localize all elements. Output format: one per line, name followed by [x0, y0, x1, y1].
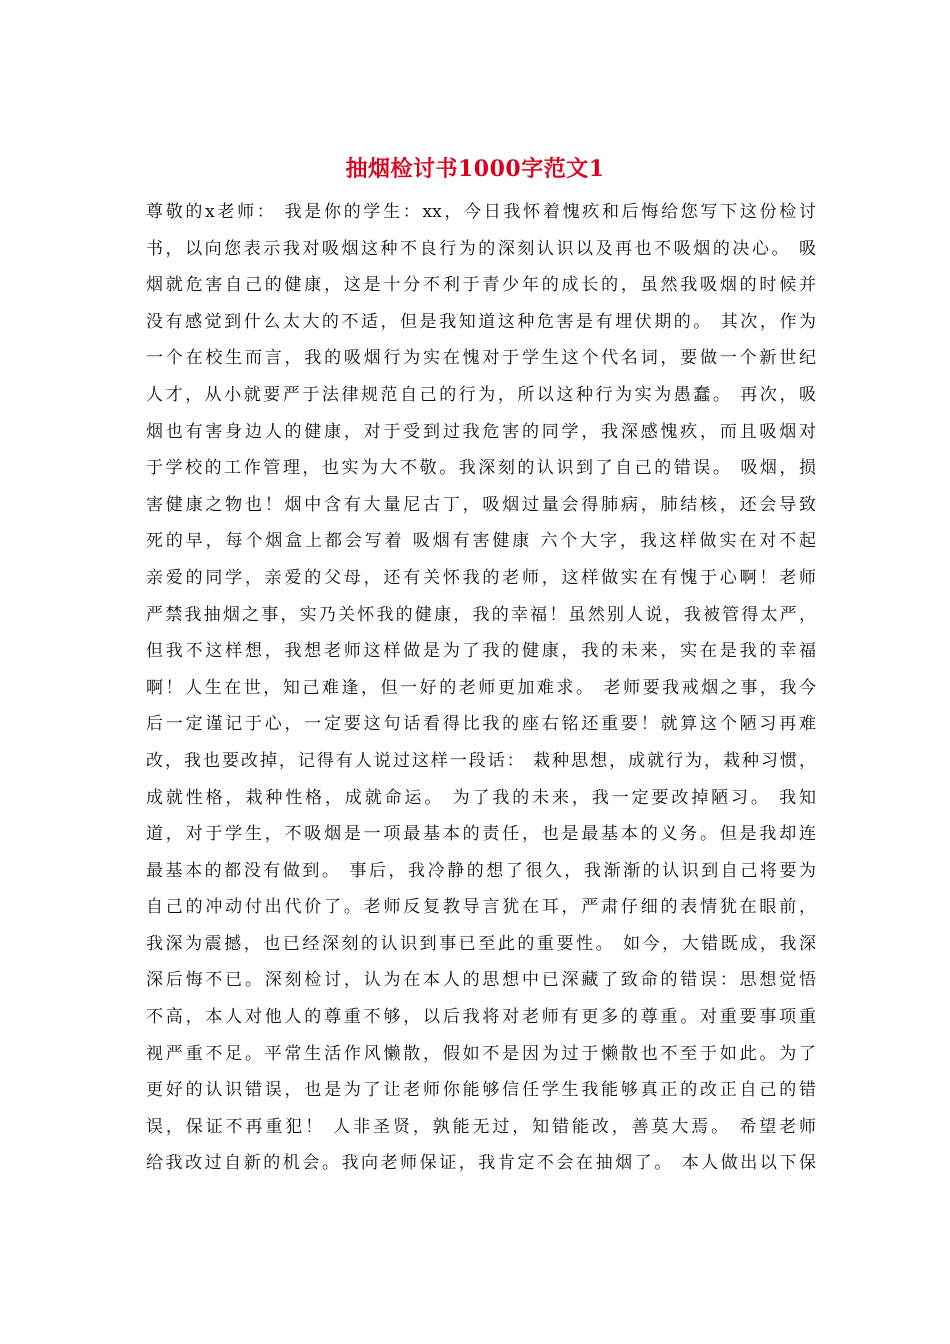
body-line: 烟也有害身边人的健康，对于受到过我危害的同学，我深感愧疚，而且吸烟对: [146, 421, 816, 442]
body-line: 成就性格，栽种性格，成就命运。 为了我的未来，我一定要改掉陋习。 我知: [146, 787, 816, 808]
body-line: 后一定谨记于心，一定要这句话看得比我的座右铭还重要！就算这个陋习再难: [146, 714, 816, 735]
body-line: 我深为震撼，也已经深刻的认识到事已至此的重要性。 如今，大错既成，我深: [146, 933, 816, 954]
body-line: 严禁我抽烟之事，实乃关怀我的健康，我的幸福！虽然别人说，我被管得太严，: [146, 604, 816, 625]
body-line: 亲爱的同学，亲爱的父母，还有关怀我的老师，这样做实在有愧于心啊！老师: [146, 567, 816, 588]
body-line: 害健康之物也！烟中含有大量尼古丁，吸烟过量会得肺病，肺结核，还会导致: [146, 494, 816, 515]
body-line: 没有感觉到什么太大的不适，但是我知道这种危害是有埋伏期的。 其次，作为: [146, 311, 816, 332]
body-line: 死的早，每个烟盒上都会写着 吸烟有害健康 六个大字，我这样做实在对不起: [146, 531, 816, 552]
document-body: [146, 194, 816, 1182]
document-title: 抽烟检讨书1000字范文1: [345, 156, 605, 182]
body-line: 最基本的都没有做到。 事后，我冷静的想了很久，我渐渐的认识到自己将要为: [146, 860, 816, 881]
body-line: 误，保证不再重犯！ 人非圣贤，孰能无过，知错能改，善莫大焉。 希望老师: [146, 1116, 816, 1137]
body-line: 不高，本人对他人的尊重不够，以后我将对老师有更多的尊重。对重要事项重: [146, 1007, 816, 1028]
body-line: 自己的冲动付出代价了。老师反复教导言犹在耳，严肃仔细的表情犹在眼前，: [146, 897, 816, 918]
body-line: 给我改过自新的机会。我向老师保证，我肯定不会在抽烟了。 本人做出以下保: [146, 1153, 816, 1174]
body-line: 道，对于学生，不吸烟是一项最基本的责任，也是最基本的义务。但是我却连: [146, 824, 816, 845]
body-line: 啊！人生在世，知己难逢，但一好的老师更加难求。 老师要我戒烟之事，我今: [146, 677, 816, 698]
body-line: 人才，从小就要严于法律规范自己的行为，所以这种行为实为愚蠢。 再次，吸: [146, 384, 816, 405]
body-line: 深后悔不已。深刻检讨，认为在本人的思想中已深藏了致命的错误：思想觉悟: [146, 970, 816, 991]
body-line: 一个在校生而言，我的吸烟行为实在愧对于学生这个代名词，要做一个新世纪: [146, 348, 816, 369]
body-line: 更好的认识错误，也是为了让老师你能够信任学生我能够真正的改正自己的错: [146, 1080, 816, 1101]
body-line: 改，我也要改掉，记得有人说过这样一段话： 栽种思想，成就行为，栽种习惯，: [146, 750, 816, 771]
body-line: 于学校的工作管理，也实为大不敬。我深刻的认识到了自己的错误。 吸烟，损: [146, 458, 816, 479]
body-line: 视严重不足。平常生活作风懒散，假如不是因为过于懒散也不至于如此。为了: [146, 1043, 816, 1064]
body-line: 但我不这样想，我想老师这样做是为了我的健康，我的未来，实在是我的幸福: [146, 641, 816, 662]
body-line: 尊敬的x老师： 我是你的学生：xx，今日我怀着愧疚和后悔给您写下这份检讨: [146, 202, 816, 222]
body-line: 烟就危害自己的健康，这是十分不利于青少年的成长的，虽然我吸烟的时候并: [146, 275, 816, 296]
body-line: 书，以向您表示我对吸烟这种不良行为的深刻认识以及再也不吸烟的决心。 吸: [146, 238, 816, 259]
